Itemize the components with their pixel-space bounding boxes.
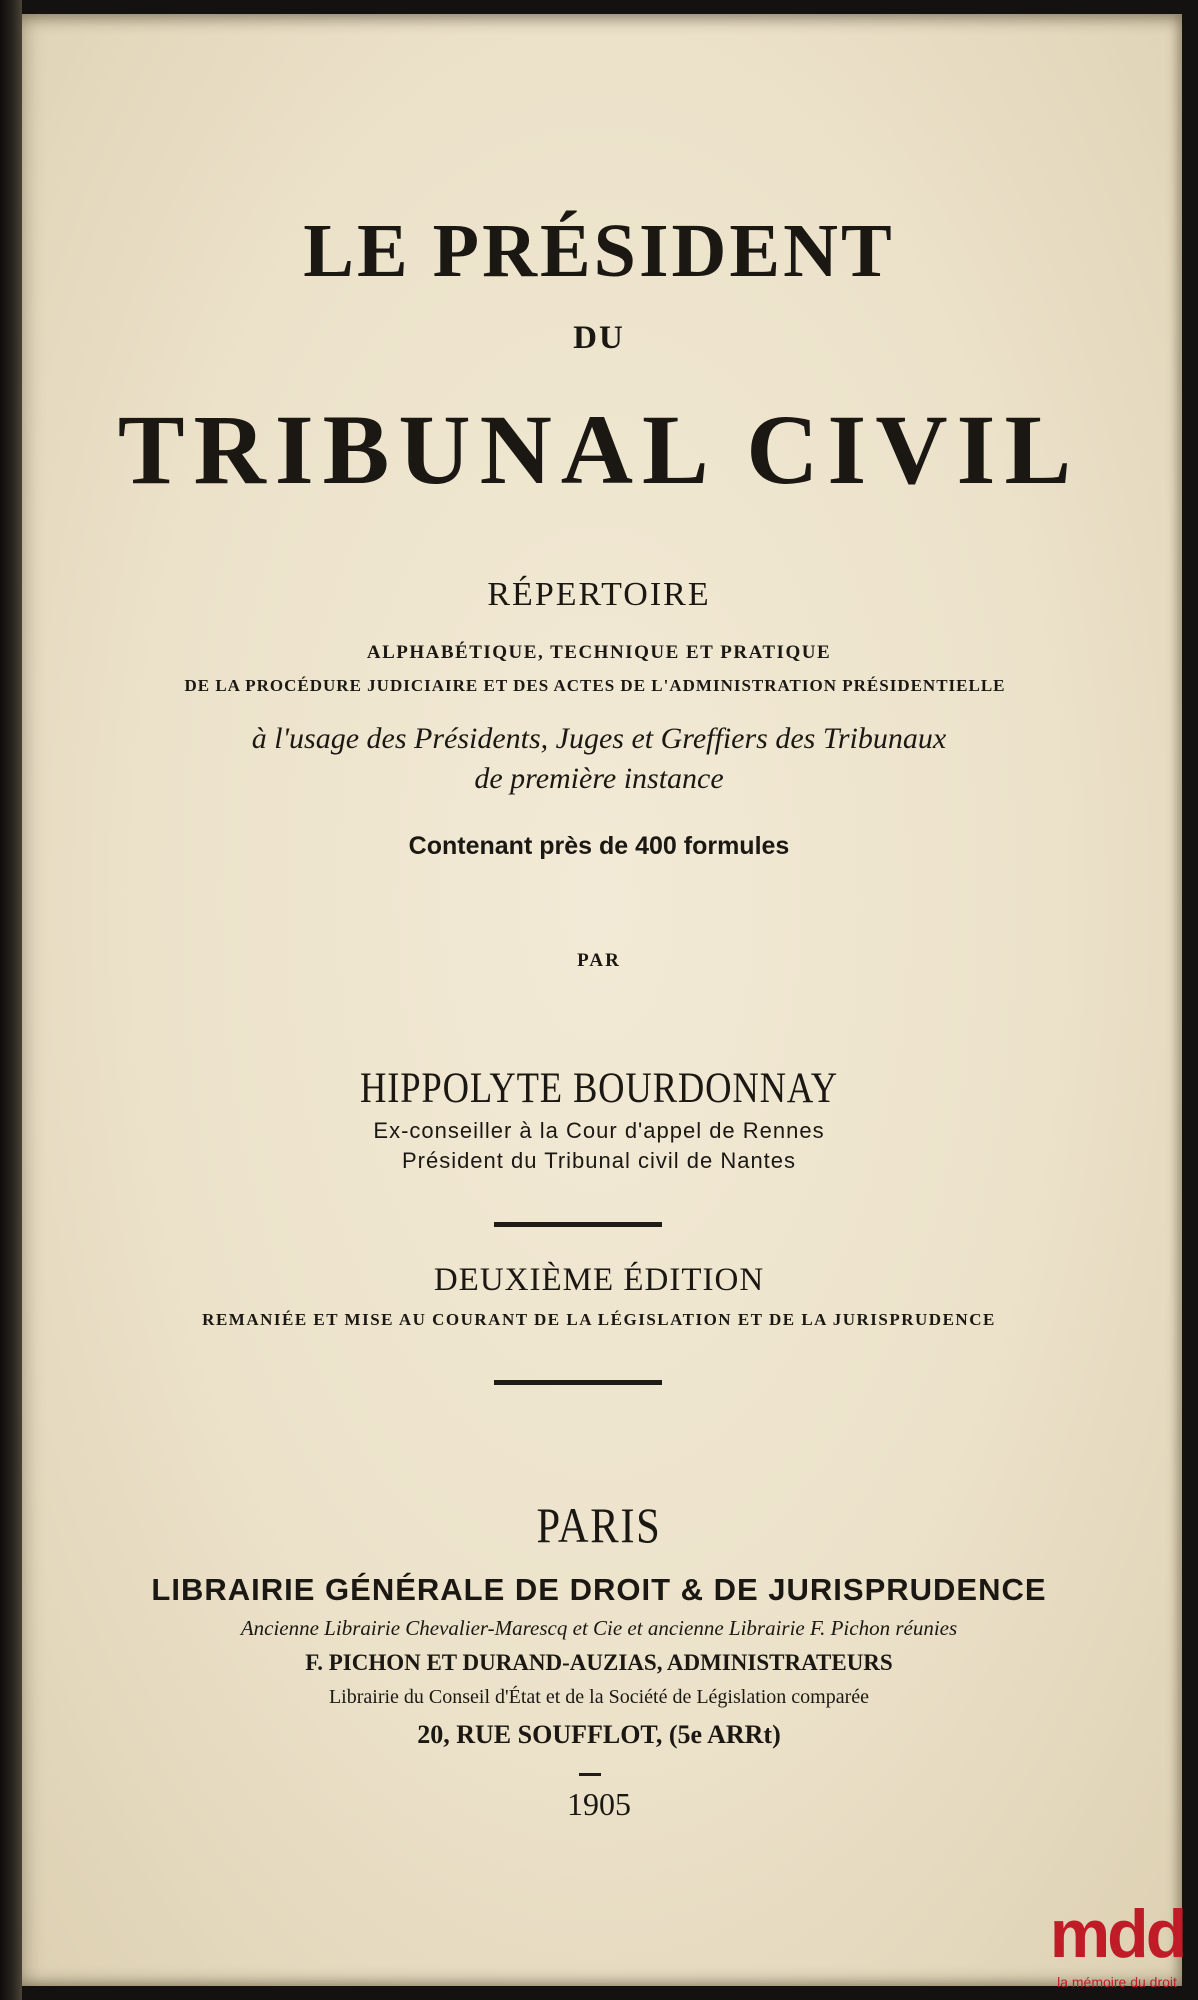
usage-line-2: de première instance [474, 762, 724, 795]
title-line-1: LE PRÉSIDENT [303, 209, 895, 293]
publisher-city: PARIS [536, 1497, 662, 1553]
divider-rule [494, 1222, 662, 1227]
edition-title: DEUXIÈME ÉDITION [433, 1262, 765, 1298]
divider-rule [494, 1380, 662, 1385]
logo-caption: la mémoire du droit [1057, 1974, 1177, 1990]
subtitle-line-2: DE LA PROCÉDURE JUDICIAIRE ET DES ACTES DE L'ADMINISTRATION PRÉSIDENTIELLE [184, 676, 1006, 695]
publisher-name: LIBRAIRIE GÉNÉRALE DE DROIT & DE JURISPRUDENCE [151, 1572, 1047, 1607]
repertoire-heading: RÉPERTOIRE [487, 576, 711, 613]
title-line-3: TRIBUNAL CIVIL [117, 394, 1081, 505]
title-line-2: DU [573, 320, 625, 356]
author-role-1: Ex-conseiller à la Cour d'appel de Rennes [373, 1118, 825, 1143]
author-name: HIPPOLYTE BOURDONNAY [359, 1065, 839, 1112]
year-rule [579, 1773, 601, 1776]
publisher-former: Ancienne Librairie Chevalier-Marescq et Cie et ancienne Librairie F. Pichon réunies [240, 1616, 958, 1640]
contents-note: Contenant près de 400 formules [408, 832, 790, 860]
publisher-society: Librairie du Conseil d'État et de la Société de Législation comparée [328, 1686, 870, 1708]
publisher-address: 20, RUE SOUFFLOT, (5e ARRt) [417, 1720, 781, 1749]
subtitle-line-1: ALPHABÉTIQUE, TECHNIQUE ET PRATIQUE [366, 642, 832, 663]
author-role-2: Président du Tribunal civil de Nantes [401, 1148, 797, 1173]
publication-year: 1905 [567, 1786, 631, 1822]
edition-note: REMANIÉE ET MISE AU COURANT DE LA LÉGISLATION ET DE LA JURISPRUDENCE [202, 1310, 996, 1329]
by-label: PAR [577, 950, 621, 971]
publisher-admins: F. PICHON ET DURAND-AUZIAS, ADMINISTRATEURS [305, 1650, 893, 1675]
mdd-logo [1042, 1896, 1192, 1996]
usage-line-1: à l'usage des Présidents, Juges et Greffiers des Tribunaux [251, 722, 947, 755]
logo-mark: mdd [1049, 1896, 1185, 1972]
